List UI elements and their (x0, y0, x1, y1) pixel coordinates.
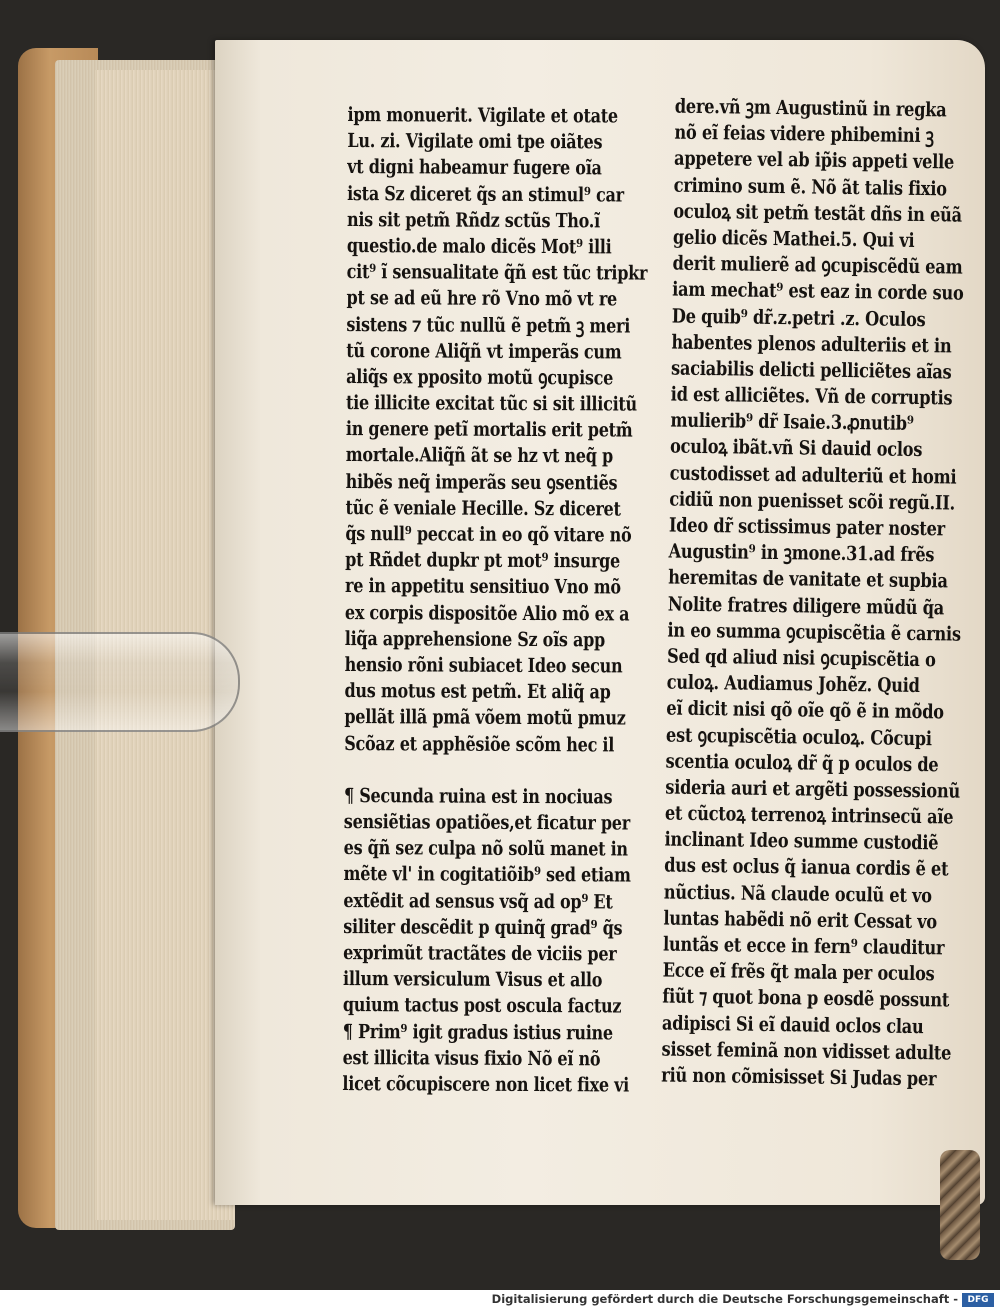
text-column-right (661, 94, 1000, 1094)
text-line: siliter descẽdit p quinq̃ grad⁹ q̃s (343, 914, 623, 940)
text-line: scentia oculoꝝ dr̃ q̃ p oculos de (665, 749, 939, 777)
text-line: re in appetitu sensitiuo Vno mõ (345, 574, 621, 599)
text-line: tie illicite excitat tũc si sit illicitũ (345, 391, 638, 416)
text-line: est illicita visus fixio Nõ eĩ nõ (342, 1045, 601, 1071)
text-line: questio.de malo dicẽs Mot⁹ illi (346, 233, 612, 259)
text-line: fiũt ⁊ quot bona p eosdẽ possunt (662, 984, 950, 1012)
text-line: Lu. zi. Vigilate omi tpe oiãtes (347, 129, 603, 154)
text-line: Ideo dr̃ sctissimus pater noster (668, 513, 946, 541)
text-line: gelio dicẽs Mathei.5. Qui vi (672, 225, 915, 252)
text-line: oculoꝝ sit petm̃ testãt dñs in eũã (673, 199, 963, 227)
text-line: appetere vel ab ip̃is appeti velle (673, 146, 955, 174)
text-line: inclinant Ideo summe custodiẽ (664, 827, 939, 855)
text-line: ex corpis dispositõe Alio mõ ex a (344, 600, 630, 626)
text-line: vt digni habeamur fugere oĩa (347, 155, 602, 180)
text-line: liq̃a apprehensione Sz oĩs app (344, 626, 606, 652)
text-line: custodisset ad adulteriũ et homi (669, 461, 957, 489)
footer-credit: Digitalisierung gefördert durch die Deutsche Forschungsgemeinschaft - (491, 1292, 958, 1306)
text-line: et cũctoꝝ terrenoꝝ intrinsecũ aĩe (664, 801, 954, 829)
text-line: pt se ad eũ hre rõ Vno mõ vt re (346, 286, 618, 311)
text-line: cidiũ non puenisset scõi regũ.II. (669, 487, 956, 515)
text-line: nis sit petm̃ Rñdz sctũs Tho.ĩ (346, 207, 601, 233)
glass-page-weight (0, 632, 240, 732)
text-line: mortale.Aliq̃ñ ãt se hz vt neq̃ p (345, 443, 613, 468)
text-line: De quib⁹ dr̃.z.petri .z. Oculos (671, 304, 926, 331)
text-line: quium tactus post oscula factuz (342, 993, 622, 1018)
text-line: derit mulierẽ ad ꝯcupiscẽdũ eam (672, 251, 963, 279)
text-line: id est alliciẽtes. Vñ de corruptis (670, 382, 953, 410)
text-line: cit⁹ ĩ sensualitate q̃ñ est tũc tripkr (346, 260, 648, 285)
text-line: es q̃ñ sez culpa nõ solũ manet in (343, 836, 628, 861)
text-line: Nolite fratres diligere mũdũ q̃a (667, 592, 945, 619)
binding-cord (940, 1150, 980, 1260)
text-line: pellãt illã pmã võem motũ pmuz (344, 705, 626, 730)
text-line: ista Sz diceret q̃s an stimul⁹ car (347, 181, 624, 207)
text-line: dus motus est petm̃. Et aliq̃ ap (344, 679, 611, 704)
text-line: Augustin⁹ in ꝫmone.31.ad frẽs (668, 539, 935, 567)
text-line: tũ corone Aliq̃ñ vt imperãs cum (346, 338, 622, 364)
text-line: q̃s null⁹ peccat in eo qõ vitare nõ (345, 522, 632, 547)
text-line: riũ non cõmisisset Si Judas per (661, 1063, 937, 1091)
text-line: mulierib⁹ dr̃ Isaie.3.ꝓnutib⁹ (670, 408, 914, 436)
text-column-left (342, 102, 714, 1099)
text-line: luntãs et ecce in fern⁹ clauditur (662, 932, 945, 960)
text-line: dere.vñ ꝫm Augustinũ in regka (674, 94, 947, 122)
text-line: Scõaz et apphẽsiõe scõm hec il (344, 731, 615, 756)
text-line: Sed qd aliud nisi ꝯcupiscẽtia o (666, 644, 936, 672)
text-line: in genere petĩ mortalis erit petm̃ (345, 417, 633, 442)
text-line: nõ eĩ feias videre phibemini ꝫ (674, 120, 934, 148)
text-line: tũc ẽ veniale Hecille. Sz diceret (345, 495, 621, 521)
text-line: eĩ dicit nisi qõ oĩe qõ ẽ in mõdo (666, 696, 944, 724)
text-line: saciabilis delicti pelliciẽtes aĩas (670, 356, 952, 384)
text-line: Ecce eĩ frẽs q̃t mala per oculos (662, 958, 935, 986)
text-line: exprimũt tractãtes de viciis per (343, 941, 617, 966)
text-line: est ꝯcupiscẽtia oculoꝝ. Cõcupi (665, 723, 932, 750)
text-line: aliq̃s ex pposito motũ ꝯcupisce (346, 364, 614, 390)
text-line: iam mechat⁹ est eaz in corde suo (672, 277, 964, 305)
text-line: habentes plenos adulteriis et in (671, 330, 952, 358)
text-line: hensio rõni subiacet Ideo secun (344, 652, 623, 678)
text-line: ¶ Secunda ruina est in nociuas (343, 783, 613, 809)
text-line: illum versiculum Visus et allo (342, 967, 603, 992)
text-line: nũctius. Nã claude oculũ et vo (663, 880, 932, 907)
text-line: extẽdit ad sensus vsq̃ ad op⁹ Et (343, 888, 613, 914)
text-line: heremitas de vanitate et supbia (668, 565, 948, 593)
text-line: licet cõcupiscere non licet fixe vi (342, 1071, 630, 1097)
paragraph-gap (344, 757, 711, 785)
text-line: crimino sum ẽ. Nõ ãt talis fixio (673, 173, 947, 200)
text-line: adipisci Si eĩ dauid oclos clau (661, 1011, 924, 1038)
text-line: culoꝝ. Audiamus Johẽz. Quid (666, 670, 920, 698)
text-line: ¶ Prim⁹ igit gradus istius ruine (342, 1019, 613, 1045)
text-line: luntas habẽdi nõ erit Cessat vo (663, 906, 938, 934)
text-line: in eo summa ꝯcupiscẽtia ẽ carnis (667, 618, 961, 646)
text-line: sistens ⁊ tũc nullũ ẽ petm̃ ꝫ meri (346, 312, 631, 338)
text-line: sensiẽtias opatiões,et ficatur per (343, 810, 631, 835)
text-line: pt Rñdet dupkr pt mot⁹ insurge (345, 548, 621, 573)
text-line: ipm monuerit. Vigilate et otate (347, 103, 618, 128)
text-line: mẽte vl' in cogitatiõib⁹ sed etiam (343, 862, 631, 887)
footer-bar (0, 1290, 1000, 1310)
dfg-logo: DFG (962, 1293, 994, 1307)
text-line: oculoꝝ ibãt.vñ Si dauid oclos (669, 434, 923, 462)
text-line: sisset feminã non vidisset adulte (661, 1037, 952, 1065)
text-line: sideria auri et argẽti possessionũ (665, 775, 961, 803)
text-line: hibẽs neq̃ imperãs seu ꝯsentiẽs (345, 469, 618, 495)
text-line: dus est oclus q̃ ianua cordis ẽ et (664, 853, 949, 881)
